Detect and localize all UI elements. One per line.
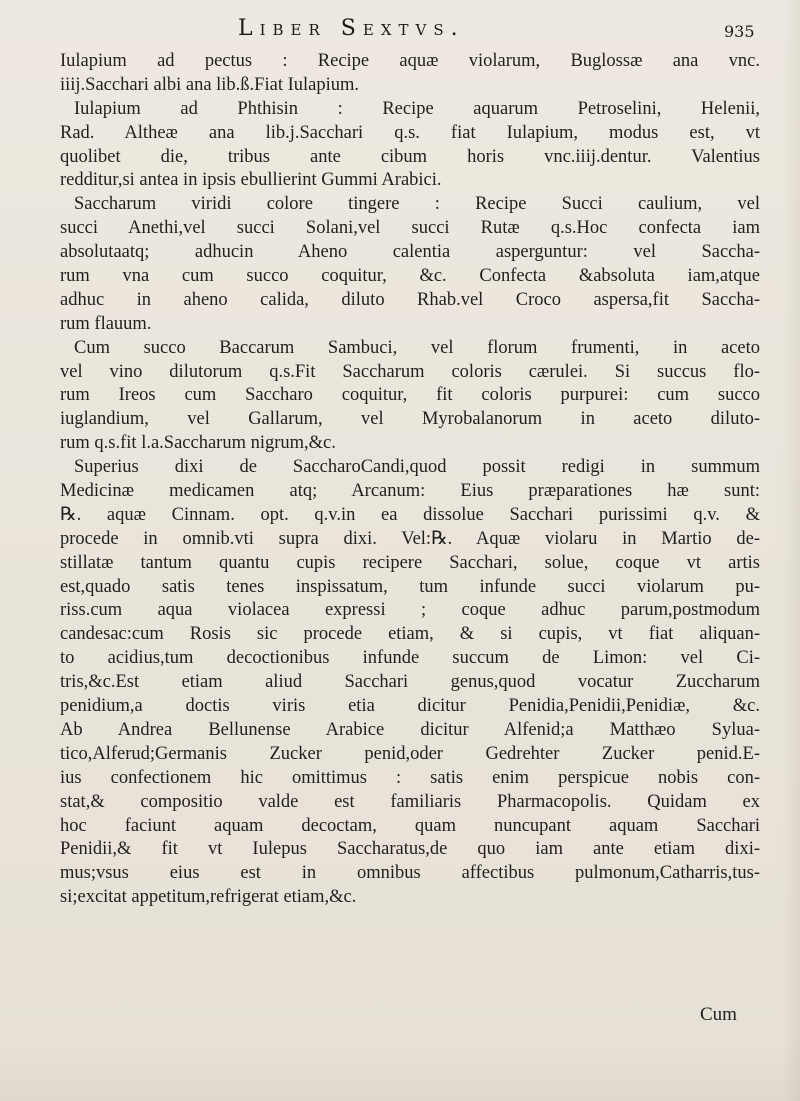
text-line: to acidius,tum decoctionibus infunde succum de Limon: vel Ci-	[60, 648, 760, 669]
text-line: rum q.s.fit l.a.Saccharum nigrum,&c.	[60, 433, 336, 454]
text-line: riss.cum aqua violacea expressi ; coque adhuc parum,postmodum	[60, 600, 760, 621]
text-line: rum vna cum succo coquitur, &c. Confecta &absoluta iam,atque	[60, 266, 760, 287]
text-line: ℞. aquæ Cinnam. opt. q.v.in ea dissolue Sacchari purissimi q.v. &	[60, 504, 760, 525]
text-line: est,quado satis tenes inspissatum, tum infunde succi violarum pu-	[60, 576, 760, 597]
text-line: penidium,a doctis viris etia dicitur Penidia,Penidii,Penidiæ, &c.	[60, 696, 760, 717]
text-line: succi Anethi,vel succi Solani,vel succi Rutæ q.s.Hoc confecta iam	[60, 218, 760, 239]
page-edge-shading	[782, 0, 800, 1101]
running-head: Liber Sextvs.	[238, 16, 465, 41]
text-line: candesac:cum Rosis sic procede etiam, & si cupis, vt fiat aliquan-	[60, 624, 760, 645]
text-line: stat,& compositio valde est familiaris Pharmacopolis. Quidam ex	[60, 791, 760, 812]
page-number: 935	[724, 22, 755, 41]
text-line: mus;vsus eius est in omnibus affectibus pulmonum,Catharris,tus-	[60, 863, 760, 884]
text-line: si;excitat appetitum,refrigerat etiam,&c.	[60, 887, 357, 908]
text-line: Iulapium ad pectus : Recipe aquæ violarum, Buglossæ ana vnc.	[60, 51, 760, 71]
text-line: Rad. Altheæ ana lib.j.Sacchari q.s. fiat Iulapium, modus est, vt	[60, 122, 760, 143]
text-line: quolibet die, tribus ante cibum horis vnc.iiij.dentur. Valentius	[60, 146, 760, 167]
text-line: adhuc in aheno calida, diluto Rhab.vel Croco aspersa,fit Saccha-	[60, 289, 760, 310]
text-line: Medicinæ medicamen atq; Arcanum: Eius præparationes hæ sunt:	[60, 481, 760, 502]
text-line: Saccharum viridi colore tingere : Recipe Succi caulium, vel	[74, 194, 760, 215]
page-bottom-shading	[0, 1040, 800, 1101]
text-line: Cum succo Baccarum Sambuci, vel florum frumenti, in aceto	[74, 337, 760, 358]
text-line: stillatæ tantum quantu cupis recipere Sacchari, solue, coque vt artis	[60, 552, 760, 573]
text-line: tico,Alferud;Germanis Zucker penid,oder Gedrehter Zucker penid.E-	[60, 743, 760, 764]
text-line: rum Ireos cum Saccharo coquitur, fit coloris purpurei: cum succo	[60, 385, 760, 406]
catchword: Cum	[700, 1004, 737, 1025]
text-line: vel vino dilutorum q.s.Fit Saccharum coloris cærulei. Si succus flo-	[60, 361, 760, 382]
text-line: absolutaatq; adhucin Aheno calentia asperguntur: vel Saccha-	[60, 242, 760, 263]
text-line: rum flauum.	[60, 313, 152, 334]
text-block	[60, 50, 760, 910]
text-line: hoc faciunt aquam decoctam, quam nuncupant aquam Sacchari	[60, 815, 760, 836]
text-line: Penidii,& fit vt Iulepus Saccharatus,de quo iam ante etiam dixi-	[60, 839, 760, 860]
text-line: Superius dixi de SaccharoCandi,quod possit redigi in summum	[74, 457, 760, 478]
text-line: iuglandium, vel Gallarum, vel Myrobalanorum in aceto diluto-	[60, 409, 760, 430]
text-line: iiij.Sacchari albi ana lib.ß.Fiat Iulapium.	[60, 74, 360, 95]
text-line: procede in omnib.vti supra dixi. Vel:℞. Aquæ violaru in Martio de-	[60, 528, 760, 549]
text-line: tris,&c.Est etiam aliud Sacchari genus,quod vocatur Zuccharum	[60, 672, 760, 693]
text-line: Ab Andrea Bellunense Arabice dicitur Alfenid;a Matthæo Sylua-	[60, 719, 760, 740]
text-line: ius confectionem hic omittimus : satis enim perspicue nobis con-	[60, 767, 760, 788]
text-line: redditur,si antea in ipsis ebullierint Gummi Arabici.	[60, 170, 442, 191]
text-line: Iulapium ad Phthisin : Recipe aquarum Petroselini, Helenii,	[74, 98, 760, 119]
